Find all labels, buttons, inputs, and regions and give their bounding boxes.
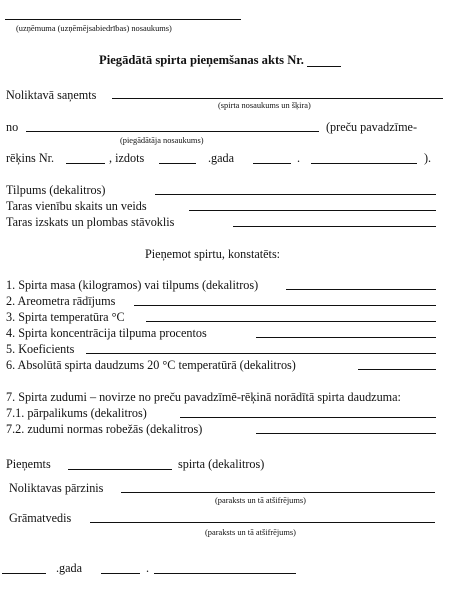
volume-line[interactable] [155, 194, 436, 195]
finding-4-line[interactable] [256, 337, 436, 338]
losses-heading: 7. Spirta zudumi – novirze no preču pavadzīmē-rēķinā norādītā spirta daudzuma: [6, 390, 401, 404]
date-month-line[interactable] [154, 573, 296, 574]
container-condition-line[interactable] [233, 226, 436, 227]
container-units-label: Taras vienību skaits un veids [6, 199, 147, 213]
findings-heading: Pieņemot spirtu, konstatēts: [145, 247, 281, 261]
losses-within-norms-line[interactable] [256, 433, 436, 434]
finding-1-label: 1. Spirta masa (kilogramos) vai tilpums (dekalitros) [6, 278, 259, 292]
accountant-caption: (paraksts un tā atšifrējums) [205, 528, 296, 537]
finding-3-label: 3. Spirta temperatūra °C [6, 310, 125, 324]
finding-1-line[interactable] [286, 289, 436, 290]
enterprise-name-line[interactable] [5, 19, 241, 20]
finding-2-label: 2. Areometra rādījums [6, 294, 116, 308]
spirit-name-caption: (spirta nosaukums un šķira) [218, 101, 311, 110]
container-condition-label: Taras izskats un plombas stāvoklis [6, 215, 175, 229]
date-year-label: .gada [56, 561, 83, 575]
accountant-signature-line[interactable] [90, 522, 435, 523]
finding-6-line[interactable] [358, 369, 436, 370]
accepted-amount-line[interactable] [68, 469, 172, 470]
date-year-line[interactable] [2, 573, 46, 574]
container-units-line[interactable] [189, 210, 436, 211]
issued-year-label: .gada [208, 151, 235, 165]
accountant-label: Grāmatvedis [9, 511, 72, 525]
finding-3-line[interactable] [146, 321, 436, 322]
accepted-unit-label: spirta (dekalitros) [178, 457, 265, 471]
warehouse-manager-label: Noliktavas pārzinis [9, 481, 104, 495]
date-dot: . [297, 151, 301, 165]
issued-year-line[interactable] [159, 163, 196, 164]
enterprise-caption: (uzņēmuma (uzņēmējsabiedrības) nosaukums) [16, 24, 172, 33]
document-title: Piegādātā spirta pieņemšanas akts Nr. [99, 53, 304, 67]
finding-5-line[interactable] [86, 353, 436, 354]
issued-month-line[interactable] [311, 163, 417, 164]
issued-label: , izdots [109, 151, 145, 165]
supplier-caption: (piegādātāja nosaukums) [120, 136, 204, 145]
received-label: Noliktavā saņemts [6, 88, 97, 102]
invoice-tail-text: (preču pavadzīme- [326, 120, 418, 134]
date-day-line[interactable] [101, 573, 140, 574]
invoice-number-line[interactable] [66, 163, 105, 164]
finding-2-line[interactable] [134, 305, 436, 306]
accepted-label: Pieņemts [6, 457, 51, 471]
losses-within-norms-label: 7.2. zudumi normas robežās (dekalitros) [6, 422, 203, 436]
supplier-name-line[interactable] [26, 131, 319, 132]
surplus-line[interactable] [180, 417, 436, 418]
invoice-close-paren: ). [424, 151, 432, 165]
finding-5-label: 5. Koeficients [6, 342, 75, 356]
spirit-name-line[interactable] [112, 98, 443, 99]
issued-day-line[interactable] [253, 163, 291, 164]
from-label: no [6, 120, 19, 134]
warehouse-manager-caption: (paraksts un tā atšifrējums) [215, 496, 306, 505]
surplus-label: 7.1. pārpalikums (dekalitros) [6, 406, 147, 420]
act-number-line[interactable] [307, 66, 341, 67]
date-line-dot: . [146, 561, 150, 575]
finding-6-label: 6. Absolūtā spirta daudzums 20 °C temperatūrā (dekalitros) [6, 358, 296, 372]
volume-label: Tilpums (dekalitros) [6, 183, 106, 197]
invoice-number-label: rēķins Nr. [6, 151, 55, 165]
warehouse-manager-signature-line[interactable] [121, 492, 435, 493]
finding-4-label: 4. Spirta koncentrācija tilpuma procentos [6, 326, 207, 340]
